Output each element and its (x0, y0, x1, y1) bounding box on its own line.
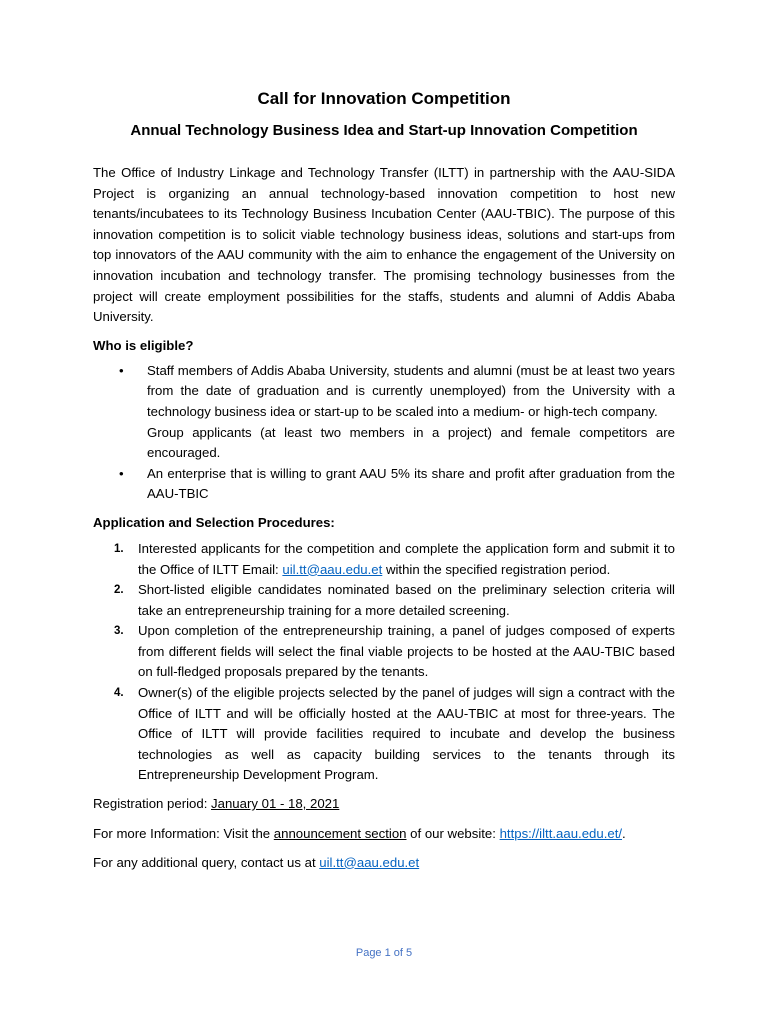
procedures-list (93, 539, 675, 786)
document-title: Call for Innovation Competition (257, 89, 511, 108)
step-number: 4. (114, 687, 124, 700)
more-info-paragraph (93, 824, 675, 845)
bullet-icon: • (119, 465, 124, 481)
list-item (119, 464, 675, 505)
more-info-end: . (622, 826, 626, 842)
eligibility-heading: Who is eligible? (93, 337, 194, 353)
more-info-text: For more Information: Visit the (93, 826, 274, 842)
list-item (114, 539, 675, 580)
announcement-section-link[interactable]: announcement section (273, 826, 407, 842)
contact-line (93, 853, 675, 873)
step-text: Upon completion of the entrepreneurship training, a panel of judges composed of experts from different fields will select the final viable projects to be hosted at the AAU-TBIC based on full-fledged proposals prepared by the tenants. (138, 623, 675, 680)
procedures-heading: Application and Selection Procedures: (93, 514, 335, 530)
step-text: Short-listed eligible candidates nominated based on the preliminary selection criteria will take an entrepreneurship training for a more detailed screening. (138, 582, 675, 618)
list-item (114, 580, 675, 621)
step-text: Owner(s) of the eligible projects selected by the panel of judges will sign a contract with the Office of ILTT and will be officially hosted at the AAU-TBIC at most for three-years. The Office of ILTT will provide facilities required to incubate and develop the business technologies as well as capacity building services to the tenants through its Entrepreneurship Development Program. (138, 685, 675, 783)
step-text: Interested applicants for the competition and complete the application form and submit it to the Office of ILTT Email: (138, 540, 675, 577)
contact-email-link[interactable]: uil.tt@aau.edu.et (319, 854, 420, 870)
list-item (114, 683, 675, 786)
eligibility-item-text: An enterprise that is willing to grant AAU 5% its share and profit after graduation from the AAU-TBIC (147, 465, 675, 502)
bullet-icon: • (119, 362, 124, 378)
contact-text: For any additional query, contact us at (93, 854, 320, 870)
step-number: 1. (114, 542, 124, 555)
list-item (114, 621, 675, 683)
email-link[interactable]: uil.tt@aau.edu.et (282, 561, 383, 577)
list-item (119, 361, 675, 464)
step-text-tail: within the specified registration period. (382, 561, 611, 577)
registration-period (93, 794, 675, 814)
registration-label: Registration period: (93, 796, 212, 812)
page-footer: Page 1 of 5 (355, 947, 413, 959)
step-number: 3. (114, 625, 124, 638)
website-link[interactable]: https://iltt.aau.edu.et/ (499, 826, 623, 842)
eligibility-list (93, 361, 675, 505)
registration-dates: January 01 - 18, 2021 (211, 796, 340, 812)
eligibility-item-text: Staff members of Addis Ababa University, students and alumni (must be at least two years from the date of graduation and is currently unemployed) from the University with a technology business idea or start-up to be scaled into a medium- or high-tech company. (147, 362, 675, 419)
more-info-text-middle: of our website: (406, 826, 500, 842)
step-number: 2. (114, 584, 124, 597)
intro-paragraph: The Office of Industry Linkage and Technology Transfer (ILTT) in partnership with the AAU-SIDA Project is organizing an annual technology-based innovation competition to host new tenants/incubatees to its Technology Business Incubation Center (AAU-TBIC). The purpose of this innovation competition is to solicit viable technology business ideas, solutions and start-ups from top innovators of the AAU community with the aim to enhance the engagement of the University on innovation incubation and technology transfer. The promising technology businesses from the project will create employment possibilities for the staffs, students and alumni of Addis Ababa University. (93, 165, 675, 325)
document-subtitle: Annual Technology Business Idea and Start-up Innovation Competition (130, 122, 638, 139)
eligibility-item-note: Group applicants (at least two members in a project) and female competitors are encouraged. (147, 424, 675, 461)
